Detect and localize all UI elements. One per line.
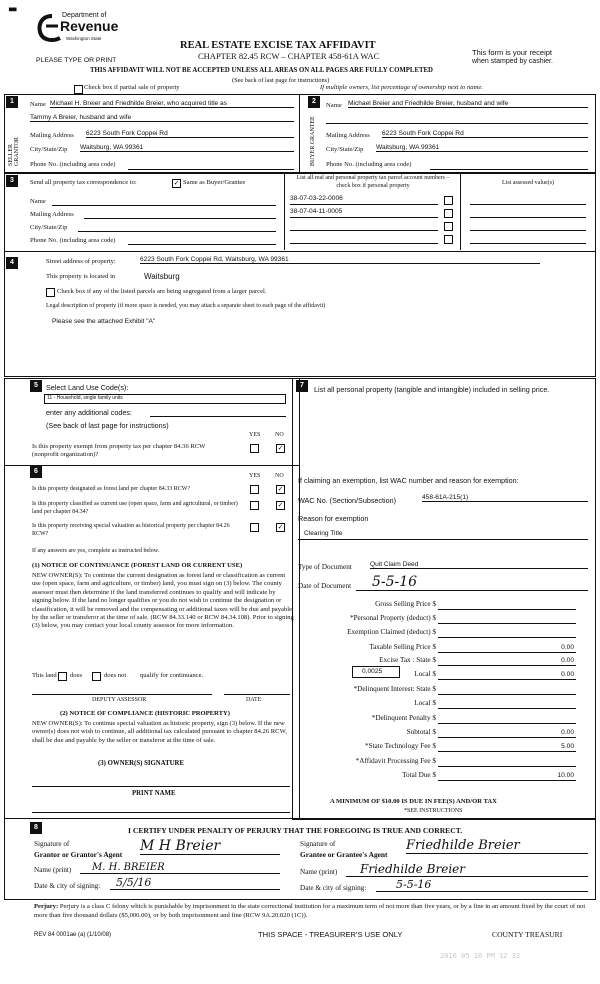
forest-yes-checkbox[interactable] [250,485,259,494]
does-checkbox[interactable] [58,672,67,681]
personal-property-label: List all personal property (tangible and intangible) included in selling price. [314,385,550,394]
does-label: does [70,672,83,679]
qualify-label: qualify for continuance. [140,672,204,679]
fee-value[interactable]: 5.00 [561,743,574,750]
fee-label: *Delinquent Interest: State $ [353,685,436,693]
fee-value[interactable]: 0.00 [561,729,574,736]
section5-yes-header: YES [249,432,261,438]
notice-continuance-body: NEW OWNER(S): To continue the current designation as forest land or classification as current use (open space, farm and agriculture, or timber) land, you must sign on (3) below. The county assessor must then determine if the land transferred continues to qualify and will indicate by signing below. If the land no longer qualifies or you do not wish to continue the designation or classification, it will be removed and the compensating or additional taxes will be due and payable by the seller or transferor at the time of sale. (RCW 84.33.140 or RCW 84.34.108). Prior to signing (3) below, you may contact your local county assessor for more information. [32,572,294,630]
fee-label: Exemption Claimed (deduct) $ [347,628,436,636]
owner-signature-label: (3) OWNER(S) SIGNATURE [98,760,184,767]
exempt-no-checkbox[interactable]: ✓ [277,444,284,452]
fee-field-line [438,679,576,680]
cashier-stamp: 2016 05 10 PM 12 33 [440,952,521,960]
dept-state: Washington State [66,36,102,41]
fee-label: *Affidavit Processing Fee $ [355,757,436,765]
fee-label: *Delinquent Penalty $ [371,714,436,722]
grantor-date-city[interactable]: 5/5/16 [110,876,280,890]
grantee-date-city[interactable]: 5-5-16 [376,878,588,892]
exempt-question: Is this property exempt from property tax per chapter 84.36 RCW (nonprofit organization)? [32,443,206,458]
grantor-name-print-label: Name (print) [34,866,72,874]
partial-sale-checkbox[interactable] [74,85,83,94]
warning-line: THIS AFFIDAVIT WILL NOT BE ACCEPTED UNLESS ALL AREAS ON ALL PAGES ARE FULLY COMPLETED [90,67,433,74]
section5-no-header: NO [275,432,284,438]
arrow-icon: ▬ [8,4,18,15]
doc-date[interactable]: 5-5-16 [356,574,588,591]
notice-compliance-body: NEW OWNER(S): To continue special valuation as historic property, sign (3) below. If the new owner(s) does not wish to continue, all additional tax calculated pursuant to chapter 84.26 RCW, shall be due and payable by the seller or transferor at the time of sale. [32,720,287,744]
form-subtitle: CHAPTER 82.45 RCW – CHAPTER 458-61A WAC [198,51,380,61]
current-use-yes-checkbox[interactable] [250,501,259,510]
segregated-label: Check box if any of the listed parcels are being segregated from a larger parcel. [57,288,267,295]
fee-value[interactable]: 0.00 [561,644,574,651]
wac-label: WAC No. (Section/Subsection) [298,496,396,505]
fee-field-line [438,637,576,638]
minimum-fee-note: A MINIMUM OF $10.00 IS DUE IN FEE(S) AND/OR TAX [330,798,497,805]
perjury-label: Perjury: [34,903,59,910]
exempt-yes-checkbox[interactable] [250,444,259,453]
section6-no-header: NO [275,473,284,479]
fee-label: *Personal Property (deduct) $ [349,614,436,622]
land-use-label: Select Land Use Code(s): [46,383,129,392]
section-1-number: 1 [6,96,18,108]
grantor-signature[interactable]: M H Breier [140,838,280,855]
fee-field-line [438,652,576,653]
located-in[interactable]: Waitsburg [144,272,180,281]
section3-mailing-label: Mailing Address [30,211,74,218]
wac-number[interactable]: 458-61A-215(1) [422,494,588,502]
same-as-buyer-label: Same as Buyer/Grantee [183,179,246,186]
rev-number: REV 84 0001ae (a) (1/10/08) [34,932,112,938]
section-7-box [292,378,596,820]
fee-field-line [438,665,576,666]
legal-description-label: Legal description of property (if more space is needed, you may attach a separate sheet to each page of the affidavit) [46,303,326,309]
fee-value[interactable]: 0.00 [561,657,574,664]
form-title: REAL ESTATE EXCISE TAX AFFIDAVIT [180,40,376,51]
seller-name-line1[interactable]: Michael H. Breier and Friedhilde Breier, who acquired title as [50,100,294,108]
current-use-no-checkbox[interactable]: ✓ [277,501,284,509]
doc-date-label: Date of Document [298,582,352,590]
revenue-logo [36,12,119,52]
forest-no-checkbox[interactable]: ✓ [277,485,284,493]
seller-mailing-label: Mailing Address [30,132,74,139]
buyer-name-label: Name [326,102,342,109]
doc-type-label: Type of Document [298,563,352,571]
perjury-text: Perjury is a class C felony which is punishable by imprisonment in the state correctional institution for a maximum term of not more than five years, or by a fine in an amount fixed by the court of not more than five thousand dollars ($5,000.00), or by both imprisonment and fine (RCW 9A.20.020 (1C)). [34,903,586,919]
parcel-1[interactable]: 38-07-03-22-0006 [290,195,343,202]
legal-description[interactable]: Please see the attached Exhibit "A" [52,318,156,325]
grantee-agent-label: Grantee or Grantee's Agent [300,850,388,859]
grantee-signature[interactable]: Friedhilde Breier [406,838,588,854]
forest-land-question: Is this property designated as forest land per chapter 84.33 RCW? [32,486,191,492]
fee-field-line [438,751,576,752]
buyer-city-label: City/State/Zip [326,146,364,153]
doc-type[interactable]: Quit Claim Deed [370,561,588,569]
grantee-name-print[interactable]: Friedhilde Breier [346,862,588,877]
assessor-date-label: DATE [246,697,262,703]
fee-label: Local $ [414,670,436,678]
reason-label: Reason for exemption [298,514,369,523]
section3-city-label: City/State/Zip [30,224,68,231]
fee-field-line [438,780,576,781]
certify-statement: I CERTIFY UNDER PENALTY OF PERJURY THAT THE FOREGOING IS TRUE AND CORRECT. [128,826,463,835]
fee-label: Local $ [414,699,436,707]
section-8-number: 8 [30,822,42,834]
fee-field-line [438,609,576,610]
seller-city[interactable]: Waitsburg, WA 99361 [80,144,294,152]
seller-name-label: Name [30,101,46,108]
deputy-assessor-label: DEPUTY ASSESSOR [92,697,147,703]
fee-label: Taxable Selling Price $ [369,643,436,651]
parcel-4-personal-checkbox[interactable] [444,235,453,244]
grantee-sig-label: Signature of [300,840,336,848]
perjury-notice [34,902,590,920]
does-not-checkbox[interactable] [92,672,101,681]
same-as-buyer-checkbox[interactable]: ✓ [173,179,180,187]
seller-grantor-label: SELLER GRANTOR [8,137,20,166]
buyer-grantee-label: BUYER GRANTEE [310,116,316,166]
section-3-number: 3 [6,175,18,187]
county-treasurer: COUNTY TREASURI [492,930,563,939]
dept-line1: Department of [62,12,107,19]
grantor-agent-label: Grantor or Grantor's Agent [34,850,123,859]
parcel-2[interactable]: 38-07-04-11-0005 [290,208,343,215]
land-use-value: 11 - Household, single family units [47,395,123,401]
fee-value[interactable]: 0.00 [561,671,574,678]
send-correspondence-label: Send all property tax correspondence to: [30,179,137,186]
does-not-label: does not [104,672,127,679]
section3-name-label: Name [30,198,46,205]
grantor-name-print[interactable]: M. H. BREIER [80,862,280,874]
fee-label: Total Due $ [402,771,436,779]
section5-see-back: (See back of last page for instructions) [46,421,169,430]
multiple-owners-note: If multiple owners, list percentage of ownership next to name. [320,84,483,91]
parcel-list-header: List all real and personal property tax parcel account numbers – check box if personal property [296,175,450,189]
this-land-label: This land [32,672,57,679]
historic-no-checkbox[interactable]: ✓ [277,523,284,531]
located-in-label: This property is located in [46,273,116,280]
grantee-name-print-label: Name (print) [300,868,338,876]
section-2-number: 2 [308,96,320,108]
section-5-number: 5 [30,380,42,392]
buyer-phone-label: Phone No. (including area code) [326,161,412,168]
receipt-note2: when stamped by cashier. [472,58,553,65]
exemption-label: If claiming an exemption, list WAC number and reason for exemption: [298,476,519,485]
buyer-mailing[interactable]: 6223 South Fork Coppei Rd [382,130,588,138]
print-name-label: PRINT NAME [132,790,176,797]
parcel-1-personal-checkbox[interactable] [444,196,453,205]
seller-city-label: City/State/Zip [30,146,68,153]
street-address-label: Street address of property: [46,258,116,265]
treasurer-use: THIS SPACE - TREASURER'S USE ONLY [258,930,403,939]
section-4-number: 4 [6,257,18,269]
section-6-number: 6 [30,466,42,478]
assessed-value-header: List assessed value(s) [502,180,554,186]
grantor-date-city-label: Date & city of signing: [34,882,101,890]
dept-logo-text: Revenue [60,18,119,34]
buyer-mailing-label: Mailing Address [326,132,370,139]
fee-value[interactable]: 10.00 [557,772,574,779]
historic-question: Is this property receiving special valuation as historical property per chapter 84.26 RCW? [32,523,230,537]
parcel-3-personal-checkbox[interactable] [444,222,453,231]
fee-label: Subtotal $ [406,728,436,736]
see-back-instructions: (See back of last page for instructions) [232,77,330,84]
local-rate: 0.0025 [362,668,383,675]
fee-label: *State Technology Fee $ [364,742,436,750]
fee-label: Gross Selling Price $ [375,600,436,608]
section6-yes-header: YES [249,473,261,479]
see-instructions-note: *SEE INSTRUCTIONS [404,808,463,814]
notice-compliance-title: (2) NOTICE OF COMPLIANCE (HISTORIC PROPERTY) [60,710,230,717]
fee-label: Excise Tax : State $ [379,656,436,664]
buyer-city[interactable]: Waitsburg, WA 99361 [376,144,588,152]
notice-continuance-title: (1) NOTICE OF CONTINUANCE (FOREST LAND OR CURRENT USE) [32,562,243,569]
fee-field-line [438,694,576,695]
seller-mailing[interactable]: 6223 South Fork Coppei Rd [86,130,294,138]
please-type: PLEASE TYPE OR PRINT [36,57,117,64]
historic-yes-checkbox[interactable] [250,523,259,532]
additional-codes-label: enter any additional codes: [46,408,132,417]
receipt-note: This form is your receipt [472,48,553,57]
fee-field-line [438,623,576,624]
grantee-date-city-label: Date & city of signing: [300,884,367,892]
partial-sale-label: Check box if partial sale of property [84,84,180,91]
section-4-box [4,250,596,377]
segregated-checkbox[interactable] [46,288,55,297]
fee-field-line [438,708,576,709]
parcel-2-personal-checkbox[interactable] [444,209,453,218]
current-use-question: Is this property classified as current use (open space, farm and agricultural, or timber) land per chapter 84.34? [32,501,238,515]
fee-field-line [438,737,576,738]
reason-value[interactable]: Clearing Title [304,530,343,537]
seller-name-line2[interactable]: Tammy A Breier, husband and wife [30,114,294,122]
if-yes-instruction: If any answers are yes, complete as instructed below. [32,548,160,554]
buyer-name-line1[interactable]: Michael Breier and Friedhilde Breier, husband and wife [348,100,588,108]
fee-field-line [438,766,576,767]
fee-field-line [438,723,576,724]
section3-phone-label: Phone No. (including area code) [30,237,116,244]
grantor-sig-label: Signature of [34,840,70,848]
section-7-number: 7 [296,380,308,392]
street-address[interactable]: 6223 South Fork Coppei Rd, Waitsburg, WA 99361 [140,256,540,264]
seller-phone-label: Phone No. (including area code) [30,161,116,168]
